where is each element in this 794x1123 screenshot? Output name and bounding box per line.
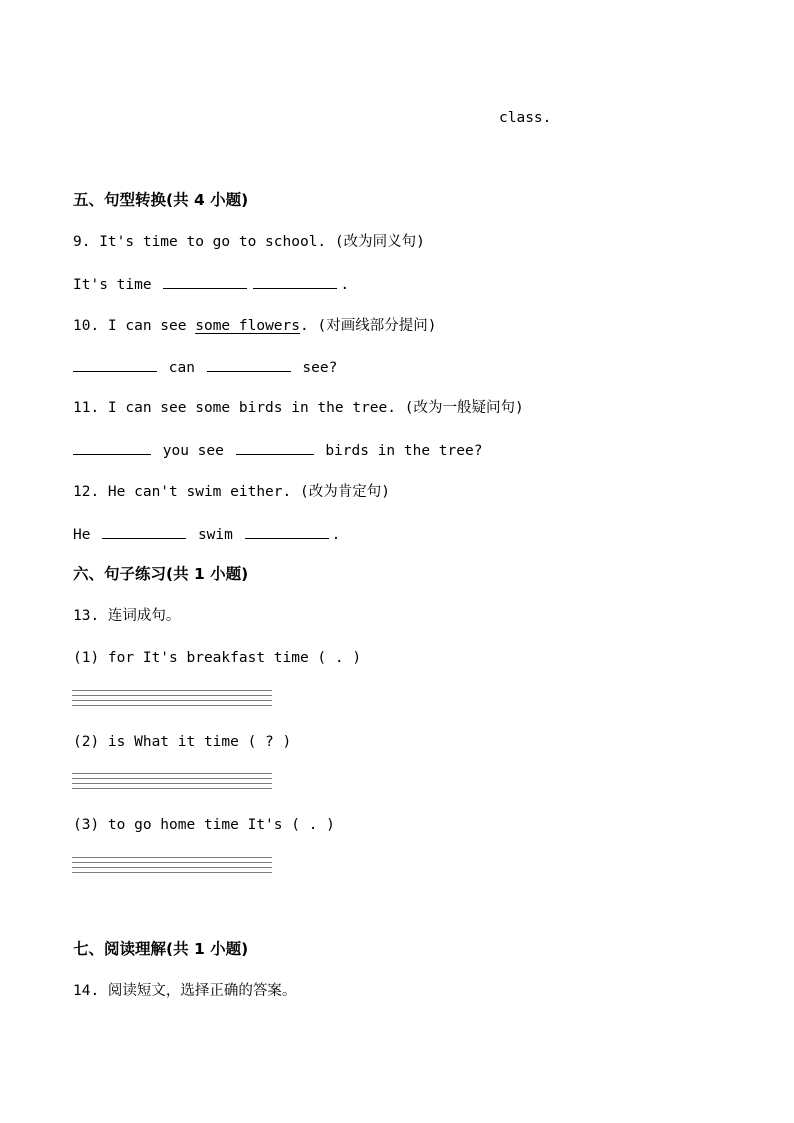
q13-item-1: (1) for It's breakfast time ( . ) [73, 650, 362, 666]
q10-instruction: . (对画线部分提问) [300, 318, 437, 334]
question-12-answer-line [73, 524, 340, 545]
q11-answer-suffix: birds in the tree? [325, 443, 483, 459]
section-5-heading: 五、句型转换(共 4 小题) [73, 191, 249, 209]
question-10-prompt [73, 316, 436, 336]
question-14-prompt: 14. 阅读短文，选择正确的答案。 [73, 983, 297, 999]
q13-item-1-writing-lines[interactable] [72, 690, 272, 710]
q10-prefix: 10. I can see [73, 318, 187, 334]
q11-answer-mid: you see [162, 443, 224, 459]
q12-blank-2[interactable] [245, 524, 329, 539]
q9-answer-prefix: It's time [73, 277, 152, 293]
question-11-prompt: 11. I can see some birds in the tree. (改为一般疑问句) [73, 400, 524, 416]
question-9-answer-line [73, 274, 349, 295]
q11-blank-1[interactable] [73, 440, 151, 455]
question-13-prompt: 13. 连词成句。 [73, 608, 181, 624]
q13-item-2: (2) is What it time ( ? ) [73, 734, 292, 750]
q10-answer-mid: can [168, 360, 195, 376]
section-7-heading: 七、阅读理解(共 1 小题) [73, 940, 249, 958]
q12-answer-suffix: . [331, 527, 341, 543]
question-12-prompt: 12. He can't swim either. (改为肯定句) [73, 484, 390, 500]
section-6-heading: 六、句子练习(共 1 小题) [73, 565, 249, 583]
q13-item-3-writing-lines[interactable] [72, 857, 272, 877]
q10-blank-1[interactable] [73, 357, 157, 372]
q9-answer-suffix: . [340, 277, 350, 293]
q12-answer-mid: swim [197, 527, 233, 543]
question-9-prompt: 9. It's time to go to school. (改为同义句) [73, 234, 425, 250]
q10-underlined-phrase: some flowers [195, 318, 300, 334]
question-10-answer-line [73, 357, 337, 378]
question-11-answer-line [73, 440, 482, 461]
q12-answer-prefix: He [73, 527, 91, 543]
q10-answer-suffix: see? [302, 360, 338, 376]
q13-item-3: (3) to go home time It's ( . ) [73, 817, 335, 833]
q13-item-2-writing-lines[interactable] [72, 773, 272, 793]
q10-blank-2[interactable] [207, 357, 291, 372]
class-fragment: class. [499, 110, 552, 126]
q12-blank-1[interactable] [102, 524, 186, 539]
q9-blank-2[interactable] [253, 274, 337, 289]
q9-blank-1[interactable] [163, 274, 247, 289]
q11-blank-2[interactable] [236, 440, 314, 455]
